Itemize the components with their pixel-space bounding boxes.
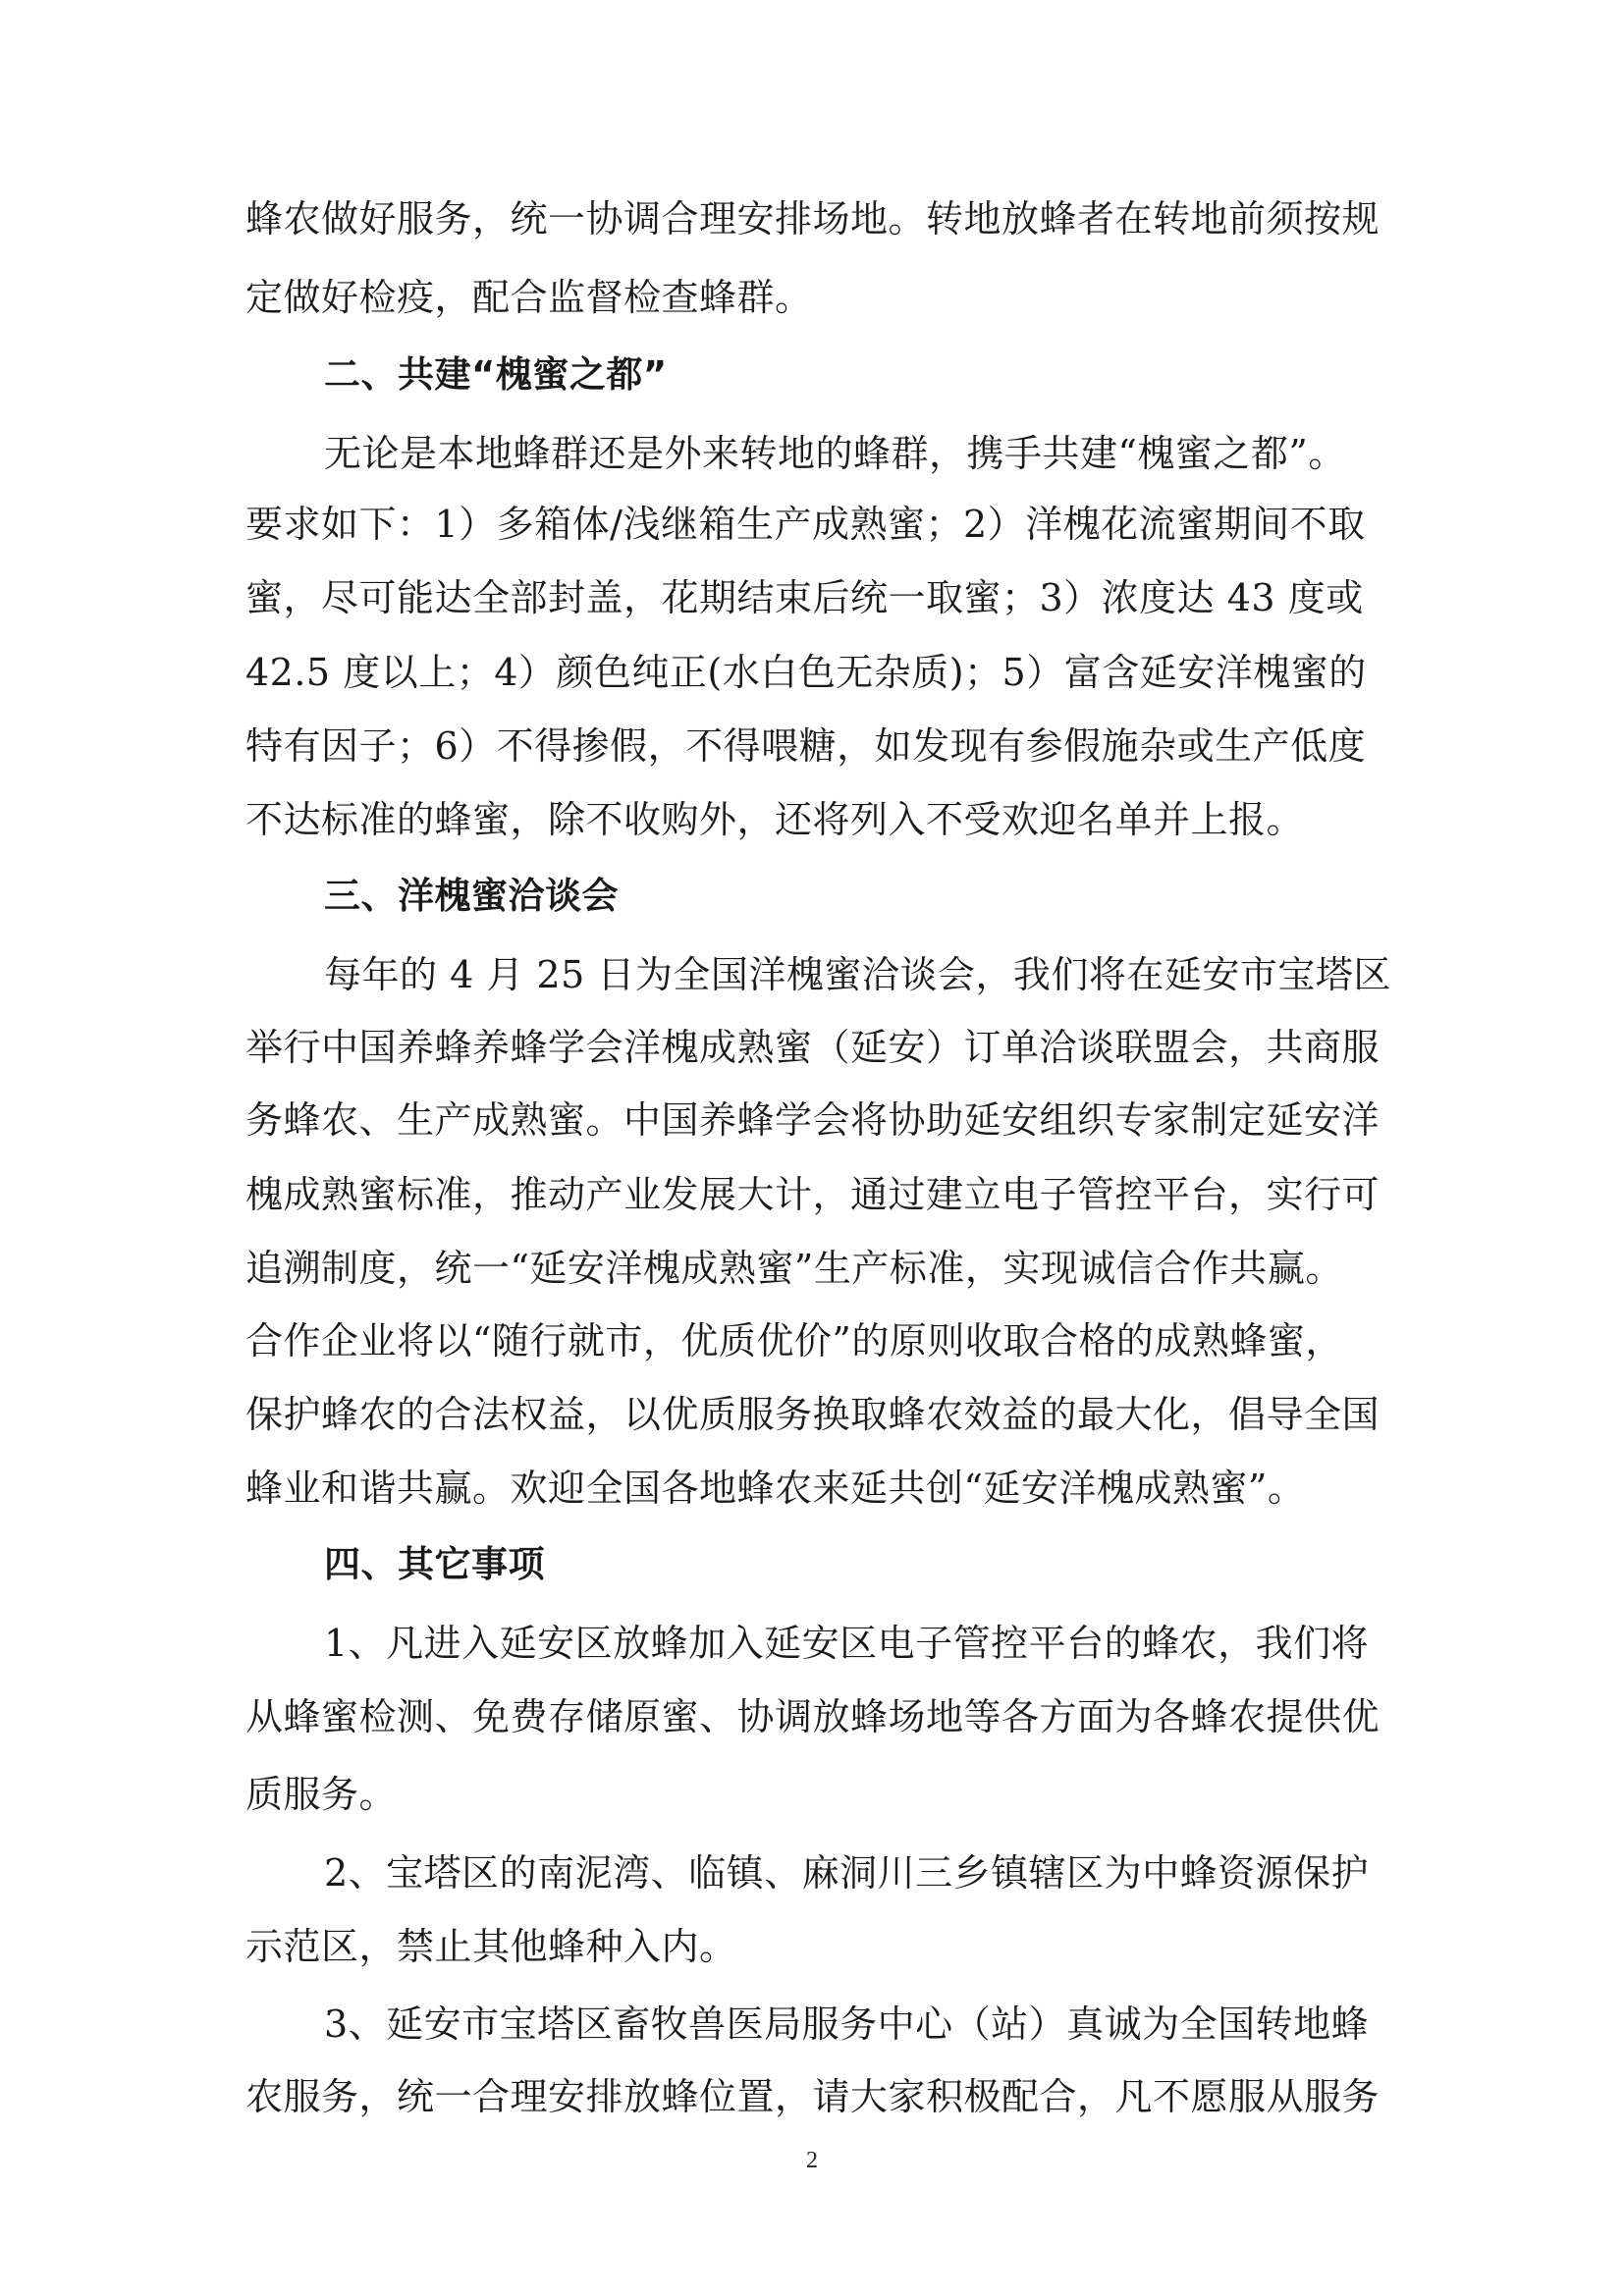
paragraph-line: 质服务。	[245, 1773, 398, 1816]
paragraph-line: 举行中国养蜂养蜂学会洋槐成熟蜜（延安）订单洽谈联盟会，共商服	[245, 1026, 1380, 1069]
paragraph-line: 槐成熟蜜标准，推动产业发展大计，通过建立电子管控平台，实行可	[245, 1173, 1380, 1216]
paragraph-line: 蜜，尽可能达全部封盖，花期结束后统一取蜜；3）浓度达 43 度或	[245, 576, 1364, 619]
section-heading-4: 四、其它事项	[324, 1543, 545, 1585]
section-heading-3: 三、洋槐蜜洽谈会	[324, 875, 619, 917]
paragraph-line: 蜂农做好服务，统一协调合理安排场地。转地放蜂者在转地前须按规	[245, 197, 1380, 240]
paragraph-line: 每年的 4 月 25 日为全国洋槐蜜洽谈会，我们将在延安市宝塔区	[324, 953, 1391, 996]
paragraph-line: 示范区，禁止其他蜂种入内。	[245, 1925, 737, 1968]
paragraph-line: 要求如下：1）多箱体/浅继箱生产成熟蜜；2）洋槐花流蜜期间不取	[245, 503, 1366, 546]
paragraph-line: 农服务，统一合理安排放蜂位置，请大家积极配合，凡不愿服从服务	[245, 2075, 1380, 2118]
paragraph-line: 无论是本地蜂群还是外来转地的蜂群，携手共建“槐蜜之都”。	[324, 432, 1346, 475]
paragraph-line: 从蜂蜜检测、免费存储原蜜、协调放蜂场地等各方面为各蜂农提供优	[245, 1695, 1380, 1738]
paragraph-line: 追溯制度，统一“延安洋槐成熟蜜”生产标准，实现诚信合作共赢。	[245, 1247, 1343, 1290]
paragraph-line: 务蜂农、生产成熟蜜。中国养蜂学会将协助延安组织专家制定延安洋	[245, 1098, 1380, 1142]
paragraph-line: 保护蜂农的合法权益，以优质服务换取蜂农效益的最大化，倡导全国	[245, 1393, 1380, 1436]
paragraph-line: 42.5 度以上；4）颜色纯正(水白色无杂质)；5）富含延安洋槐蜜的	[245, 651, 1367, 694]
section-heading-2: 二、共建“槐蜜之都”	[324, 353, 668, 396]
paragraph-line: 1、凡进入延安区放蜂加入延安区电子管控平台的蜂农，我们将	[324, 1622, 1370, 1665]
paragraph-line: 2、宝塔区的南泥湾、临镇、麻洞川三乡镇辖区为中蜂资源保护	[324, 1851, 1370, 1895]
page-number: 2	[806, 2148, 818, 2173]
paragraph-line: 不达标准的蜂蜜，除不收购外，还将列入不受欢迎名单并上报。	[245, 798, 1305, 841]
paragraph-line: 3、延安市宝塔区畜牧兽医局服务中心（站）真诚为全国转地蜂	[324, 2002, 1370, 2046]
paragraph-line: 定做好检疫，配合监督检查蜂群。	[245, 276, 813, 319]
paragraph-line: 合作企业将以“随行就市，优质优价”的原则收取合格的成熟蜂蜜，	[245, 1319, 1343, 1362]
paragraph-line: 特有因子；6）不得掺假，不得喂糖，如发现有参假施杂或生产低度	[245, 724, 1367, 768]
paragraph-line: 蜂业和谐共赢。欢迎全国各地蜂农来延共创“延安洋槐成熟蜜”。	[245, 1467, 1306, 1510]
